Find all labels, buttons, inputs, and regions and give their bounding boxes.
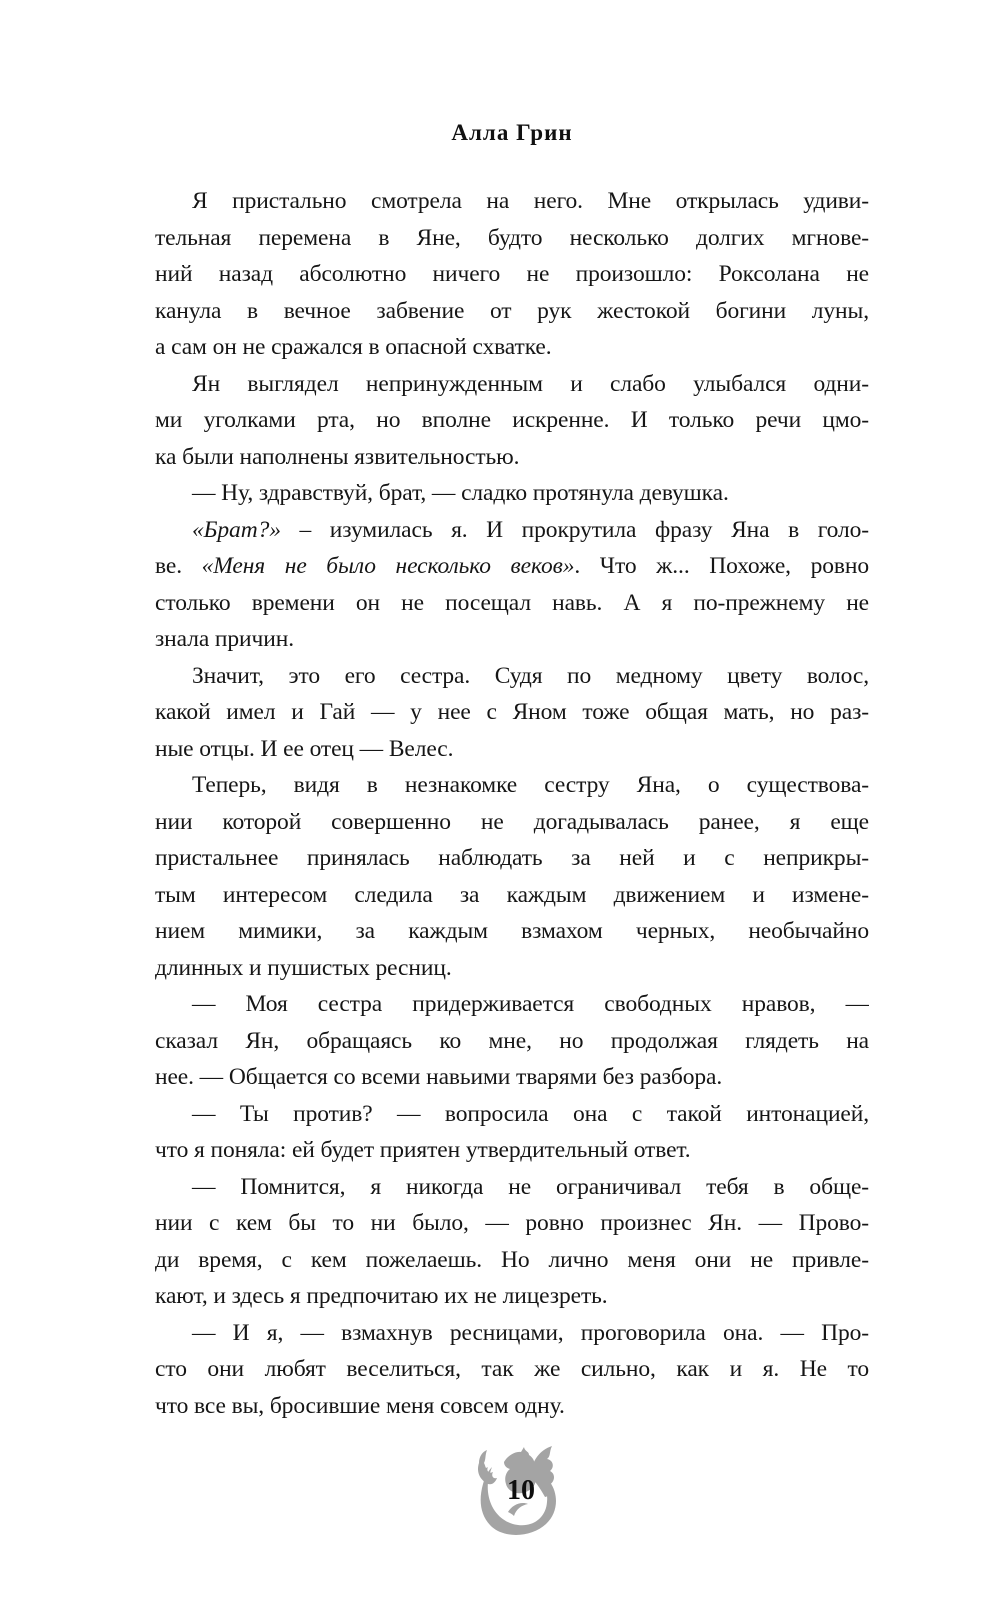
page-number: 10 — [507, 1475, 535, 1506]
text-line: — Помнится, я никогда не ограничивал тебя в обще- — [192, 1173, 869, 1200]
body-text — [155, 183, 869, 1424]
text-line: что я поняла: ей будет приятен утвердительный ответ. — [155, 1137, 691, 1163]
text-line: а сам он не сражался в опасной схватке. — [155, 334, 552, 360]
text-line: тельная перемена в Яне, будто несколько долгих мгнове- — [155, 224, 869, 251]
text-line: какой имел и Гай — у нее с Яном тоже общая мать, но раз- — [155, 699, 869, 725]
text-line: — Ну, здравствуй, брат, — сладко протянула девушка. — [192, 480, 729, 506]
paragraph — [155, 1169, 869, 1315]
text-line: Я пристально смотрела на него. Мне открылась удиви- — [192, 188, 869, 214]
text-line: ми уголками рта, но вполне искренне. И только речи цмо- — [155, 407, 869, 433]
page-footer — [466, 1440, 576, 1540]
text-line: кают, и здесь я предпочитаю их не лицезреть. — [155, 1283, 608, 1309]
text-line: Ян выглядел непринужденным и слабо улыбался одни- — [192, 370, 869, 397]
text-line: нии которой совершенно не догадывалась ранее, я еще — [155, 808, 869, 835]
text-line: столько времени он не посещал навь. А я по-прежнему не — [155, 589, 869, 616]
paragraph — [155, 658, 869, 768]
text-line: нии с кем бы то ни было, — ровно произнес Ян. — Прово- — [155, 1210, 869, 1236]
text-line: ди время, с кем пожелаешь. Но лично меня они не привле- — [155, 1246, 869, 1273]
paragraph — [155, 986, 869, 1096]
text-line: «Брат?» – изумилась я. И прокрутила фразу Яна в голо- — [192, 516, 869, 543]
paragraph — [155, 183, 869, 366]
text-line: длинных и пушистых ресниц. — [155, 954, 452, 981]
text-line: канула в вечное забвение от рук жестокой богини луны, — [155, 297, 869, 324]
text-line: — Ты против? — вопросила она с такой интонацией, — [192, 1100, 869, 1127]
text-line: нием мимики, за каждым взмахом черных, необычайно — [155, 918, 869, 944]
text-line: — Моя сестра придерживается свободных нравов, — — [192, 991, 869, 1017]
text-line: ка были наполнены язвительностью. — [155, 443, 520, 470]
text-line: Значит, это его сестра. Судя по медному цвету волос, — [192, 662, 869, 689]
text-line: — И я, — взмахнув ресницами, проговорила она. — Про- — [192, 1319, 869, 1346]
text-line: сказал Ян, обращаясь ко мне, но продолжая глядеть на — [155, 1027, 869, 1054]
paragraph — [155, 512, 869, 658]
text-line: тым интересом следила за каждым движением и измене- — [155, 881, 869, 908]
paragraph — [155, 1096, 869, 1169]
text-line: нее. — Общается со всеми навьими тварями без разбора. — [155, 1064, 723, 1090]
text-line: знала причин. — [155, 626, 294, 652]
text-line: Теперь, видя в незнакомке сестру Яна, о существова- — [192, 772, 869, 798]
text-line: ве. «Меня не было несколько веков». Что ж... Похоже, ровно — [155, 553, 869, 579]
text-line: пристальнее принялась наблюдать за ней и с неприкры- — [155, 845, 869, 871]
text-line: ний назад абсолютно ничего не произошло: Роксолана не — [155, 261, 869, 287]
text-line: что все вы, бросившие меня совсем одну. — [155, 1392, 565, 1419]
paragraph — [155, 366, 869, 476]
paragraph — [155, 767, 869, 986]
paragraph — [155, 1315, 869, 1425]
text-line: сто они любят веселиться, так же сильно, как и я. Не то — [155, 1356, 869, 1382]
running-head: Алла Грин — [451, 120, 573, 145]
paragraph — [155, 475, 869, 512]
text-line: ные отцы. И ее отец — Велес. — [155, 735, 454, 762]
